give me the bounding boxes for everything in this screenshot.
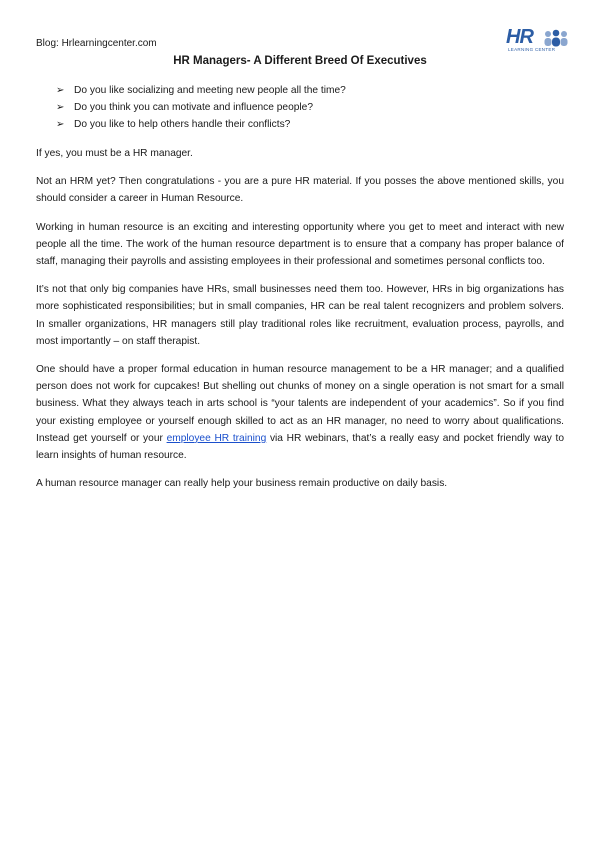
arrow-bullet-icon: ➢ — [56, 85, 65, 96]
employee-hr-training-link[interactable]: employee HR training — [166, 432, 267, 444]
logo-subtext: LEARNING CENTER — [508, 47, 556, 52]
arrow-bullet-icon: ➢ — [56, 119, 65, 130]
paragraph-congratulations: Not an HRM yet? Then congratulations - you are a pure HR material. If you posses the above mentioned skills, you should consider a career in Human Resource. — [36, 176, 564, 205]
arrow-bullet-icon: ➢ — [56, 102, 65, 113]
list-item — [56, 82, 346, 99]
people-icon — [542, 28, 572, 48]
logo-text: HR — [506, 26, 533, 48]
list-item-text: Do you like to help others handle their conflicts? — [74, 119, 291, 130]
list-item — [56, 99, 346, 116]
paragraph-working-in-hr: Working in human resource is an exciting and interesting opportunity where you get to meet and interact with new people all the time. The work of the human resource department is to ensure that a company has proper balance of staff, managing their payrolls and assisting employees in their professional and sometimes personal conflicts too. — [36, 221, 564, 268]
paragraph-small-businesses: It’s not that only big companies have HRs, small businesses need them too. However, HRs in big organizations has more sophisticated responsibilities; but in small companies, HR can be real talent recognizers and problem solvers. In smaller organizations, HR managers still play traditional roles like recruitment, evaluation process, payrolls, and most importantly – on staff therapist. — [36, 284, 564, 347]
list-item — [56, 116, 346, 133]
article-body — [36, 145, 564, 503]
question-list — [56, 82, 346, 133]
paragraph-conclusion: A human resource manager can really help your business remain productive on daily basis. — [36, 478, 448, 490]
list-item-text: Do you think you can motivate and influence people? — [74, 102, 313, 113]
blog-label: Blog: Hrlearningcenter.com — [36, 38, 157, 49]
hr-learning-center-logo — [506, 28, 576, 54]
list-item-text: Do you like socializing and meeting new people all the time? — [74, 85, 346, 96]
paragraph-education-text: One should have a proper formal education in human resource management to be a HR manager; and a qualified person does not work for cupcakes! But shelling out chunks of money on a single operation is not smart for a small business. What they always teach in arts school is “your talents are independent of your academics”. So if you find your existing employee or yourself enough skilled to act as an HR manager, no need to worry about qualifications. Instead get yourself or your — [36, 364, 564, 444]
paragraph-intro: If yes, you must be a HR manager. — [36, 148, 193, 159]
paragraph-education-text-end: via HR webinars, that’s a really easy and pocket friendly way to learn insights of human resource. — [36, 432, 565, 462]
document-title: HR Managers- A Different Breed Of Executives — [173, 55, 427, 67]
paragraph-education — [36, 361, 564, 464]
